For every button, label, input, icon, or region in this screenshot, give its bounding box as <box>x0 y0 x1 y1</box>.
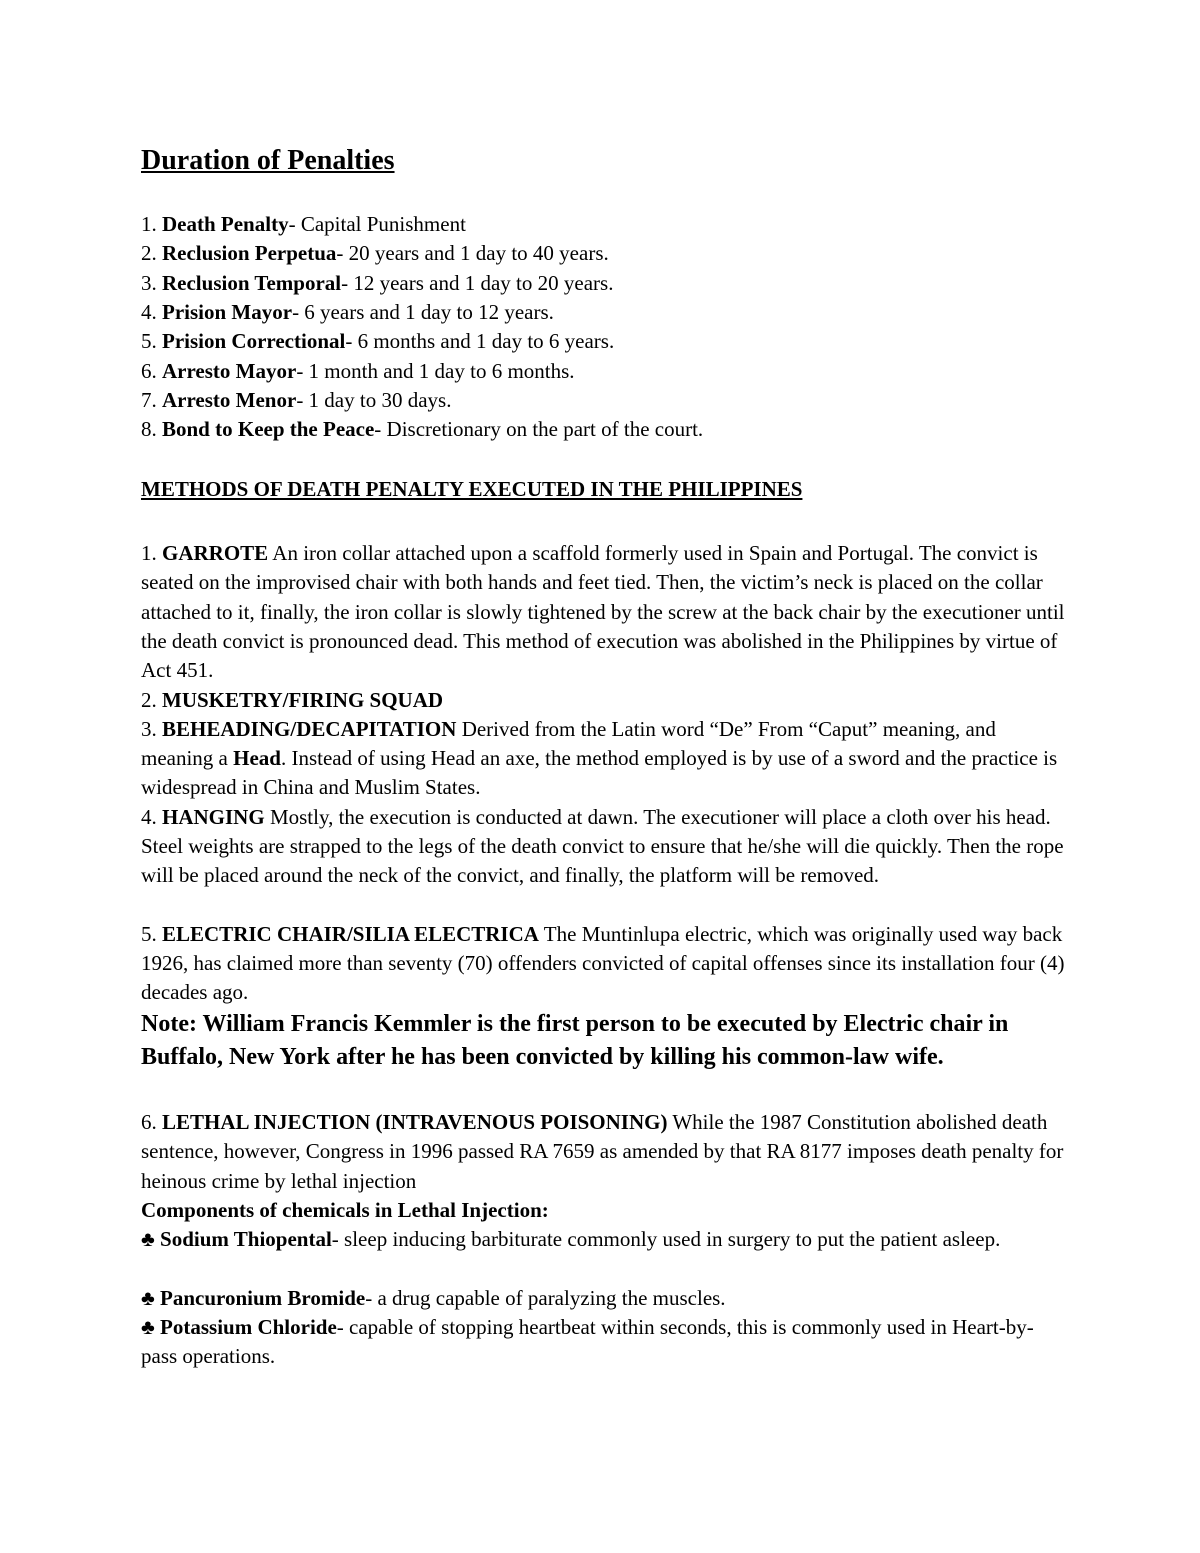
item-number: 6. <box>141 358 162 383</box>
item-number: 5. <box>141 921 162 946</box>
penalty-name: Prision Correctional <box>162 329 346 354</box>
method-lethal-injection <box>141 1108 1066 1196</box>
method-description: While the 1987 Constitution abolished death sentence, however, Congress in 1996 passed RA 7659 as amended by that RA 8177 imposes death penalty for heinous crime by lethal injection <box>141 1110 1064 1193</box>
method-description: The Muntinlupa electric, which was originally used way back 1926, has claimed more than seventy (70) offenders convicted of capital offenses since its installation four (4) decades ago. <box>141 921 1065 1005</box>
bold-word: Head <box>233 746 281 771</box>
penalty-item <box>141 298 554 327</box>
component-name: Potassium Chloride <box>154 1315 337 1340</box>
penalty-item <box>141 269 613 298</box>
method-beheading <box>141 715 1066 803</box>
item-number: 2. <box>141 687 162 712</box>
method-description-cont: . Instead of using Head an axe, the method employed is by use of a sword and the practice is widespread in China and Muslim States. <box>141 746 1058 800</box>
item-number: 7. <box>141 387 162 412</box>
method-name: BEHEADING/DECAPITATION <box>162 716 457 741</box>
component-item <box>141 1225 1066 1254</box>
method-electric-chair <box>141 920 1066 1008</box>
item-number: 2. <box>141 241 162 266</box>
penalty-item <box>141 415 703 444</box>
penalty-description: - 1 day to 30 days. <box>296 387 452 412</box>
item-number: 3. <box>141 716 162 741</box>
method-name: ELECTRIC CHAIR/SILIA ELECTRICA <box>162 921 539 946</box>
penalty-name: Reclusion Perpetua <box>162 241 337 266</box>
penalty-name: Prision Mayor <box>162 299 293 324</box>
method-garrote <box>141 539 1066 685</box>
item-number: 1. <box>141 541 162 565</box>
item-number: 1. <box>141 212 162 236</box>
penalty-description: - 1 month and 1 day to 6 months. <box>296 358 575 383</box>
penalty-item <box>141 210 466 239</box>
penalty-name: Bond to Keep the Peace <box>162 417 375 442</box>
method-name: GARROTE <box>162 541 269 565</box>
components-heading-text: Components of chemicals in Lethal Injection: <box>141 1197 549 1222</box>
club-icon: ♣ <box>141 1285 155 1310</box>
method-musketry <box>141 686 443 715</box>
component-name: Sodium Thiopental <box>154 1227 332 1252</box>
club-icon: ♣ <box>141 1315 155 1340</box>
component-item <box>141 1313 1066 1372</box>
penalty-name: Death Penalty <box>162 212 289 236</box>
page-title: Duration of Penalties <box>141 145 395 176</box>
penalty-item <box>141 357 575 386</box>
method-name: LETHAL INJECTION (INTRAVENOUS POISONING) <box>162 1110 668 1134</box>
method-description: Mostly, the execution is conducted at dawn. The executioner will place a cloth over his head. Steel weights are strapped to the legs of the death convict to ensure that he/she will die quickly. Then the rope will be placed around the neck of the convict, and finally, the platform will be removed. <box>141 804 1064 888</box>
penalty-name: Arresto Mayor <box>162 358 297 383</box>
penalty-item <box>141 239 609 268</box>
item-number: 4. <box>141 299 162 324</box>
penalty-description: - 20 years and 1 day to 40 years. <box>336 241 609 266</box>
penalty-description: - 6 years and 1 day to 12 years. <box>292 299 554 324</box>
method-name: HANGING <box>162 804 265 829</box>
components-heading <box>141 1196 549 1225</box>
club-icon: ♣ <box>141 1227 155 1252</box>
penalty-description: - 6 months and 1 day to 6 years. <box>345 329 615 354</box>
penalty-name: Arresto Menor <box>162 387 297 412</box>
methods-heading: METHODS OF DEATH PENALTY EXECUTED IN THE PHILIPPINES <box>141 477 803 501</box>
note-paragraph: Note: William Francis Kemmler is the first person to be executed by Electric chair in Buffalo, New York after he has been convicted by killing his common-law wife. <box>141 1011 1009 1070</box>
item-number: 4. <box>141 804 162 829</box>
component-item <box>141 1284 1066 1313</box>
method-hanging <box>141 803 1066 891</box>
item-number: 6. <box>141 1110 162 1134</box>
item-number: 3. <box>141 270 162 295</box>
penalty-item <box>141 327 614 356</box>
penalty-description: - Discretionary on the part of the court. <box>374 417 704 442</box>
component-description: - a drug capable of paralyzing the muscles. <box>365 1285 726 1310</box>
component-name: Pancuronium Bromide <box>154 1285 366 1310</box>
method-description: Derived from the Latin word “De” From “Caput” meaning, and meaning a <box>141 716 996 771</box>
item-number: 5. <box>141 329 162 354</box>
penalty-name: Reclusion Temporal <box>162 270 342 295</box>
component-description: - sleep inducing barbiturate commonly used in surgery to put the patient asleep. <box>331 1227 1001 1252</box>
penalty-description: - 12 years and 1 day to 20 years. <box>341 270 614 295</box>
penalty-item <box>141 386 451 415</box>
penalty-description: - Capital Punishment <box>288 212 466 236</box>
method-name: MUSKETRY/FIRING SQUAD <box>162 687 444 712</box>
item-number: 8. <box>141 417 162 442</box>
component-description: - capable of stopping heartbeat within seconds, this is commonly used in Heart-by-pass operations. <box>141 1315 1034 1369</box>
method-description: An iron collar attached upon a scaffold formerly used in Spain and Portugal. The convict is seated on the improvised chair with both hands and feet tied. Then, the victim’s neck is placed on the collar attached to it, finally, the iron collar is slowly tightened by the screw at the back chair by the executioner until the death convict is pronounced dead. This method of execution was abolished in the Philippines by virtue of Act 451. <box>141 541 1065 683</box>
